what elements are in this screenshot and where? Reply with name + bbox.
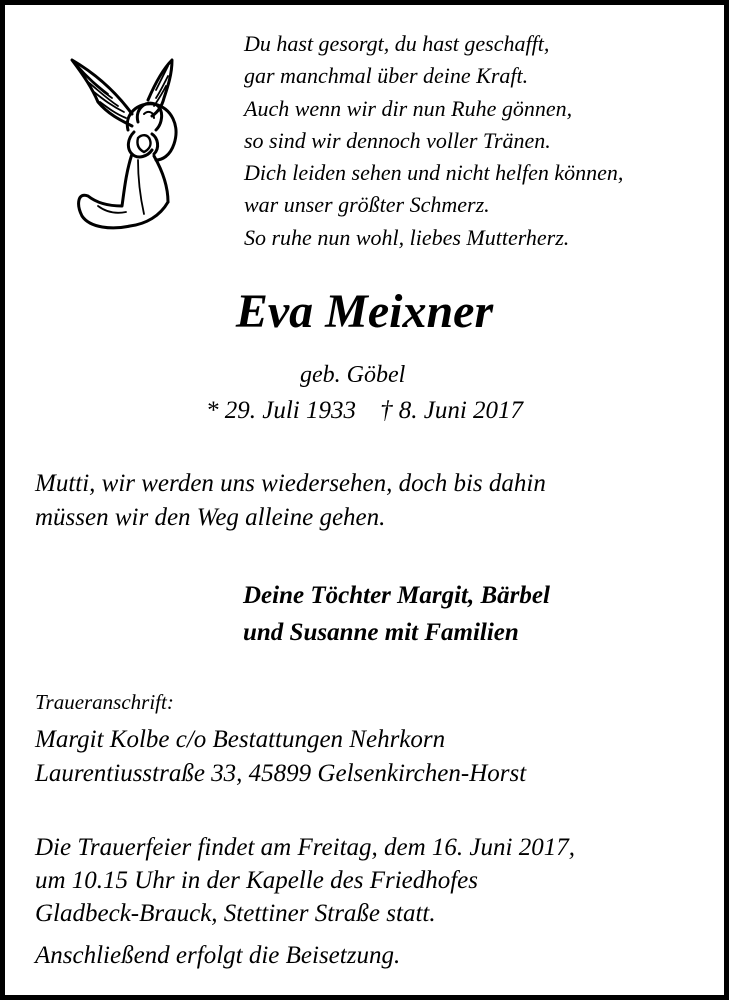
address-line: Laurentiusstraße 33, 45899 Gelsenkirchen-Horst [35, 760, 527, 787]
poem-line: Du hast gesorgt, du hast geschafft, [244, 31, 550, 56]
birth-date: * 29. Juli 1933 [205, 397, 356, 424]
family-line: und Susanne mit Familien [243, 619, 519, 646]
angel-icon [68, 56, 190, 234]
poem-line: So ruhe nun wohl, liebes Mutterherz. [244, 224, 570, 250]
death-date: † 8. Juni 2017 [379, 397, 524, 424]
life-dates [0, 395, 729, 427]
maiden-name: geb. Göbel [300, 362, 406, 388]
mourning-address [35, 723, 526, 791]
ceremony-line: um 10.15 Uhr in der Kapelle des Friedhofes [35, 867, 479, 894]
ceremony-line: Die Trauerfeier findet am Freitag, dem 16. Juni 2017, [35, 834, 575, 861]
poem-line: Auch wenn wir dir nun Ruhe gönnen, [244, 95, 573, 121]
ceremony-details [35, 831, 575, 930]
burial-note: Anschließend erfolgt die Beisetzung. [35, 942, 401, 969]
address-line: Margit Kolbe c/o Bestattungen Nehrkorn [35, 726, 446, 753]
farewell-message [35, 467, 546, 535]
poem-line: gar manchmal über deine Kraft. [244, 63, 529, 89]
family-signature [243, 577, 550, 651]
deceased-name: Eva Meixner [235, 285, 494, 338]
poem-line: Dich leiden sehen und nicht helfen können, [244, 160, 624, 186]
poem-line: war unser größter Schmerz. [244, 192, 490, 218]
family-line: Deine Töchter Margit, Bärbel [243, 582, 550, 609]
farewell-line: müssen wir den Weg alleine gehen. [35, 504, 386, 531]
farewell-line: Mutti, wir werden uns wiedersehen, doch bis dahin [35, 470, 546, 497]
address-label: Traueranschrift: [35, 690, 174, 714]
poem [244, 28, 704, 254]
poem-line: so sind wir dennoch voller Tränen. [244, 127, 551, 153]
ceremony-line: Gladbeck-Brauck, Stettiner Straße statt. [35, 900, 436, 927]
